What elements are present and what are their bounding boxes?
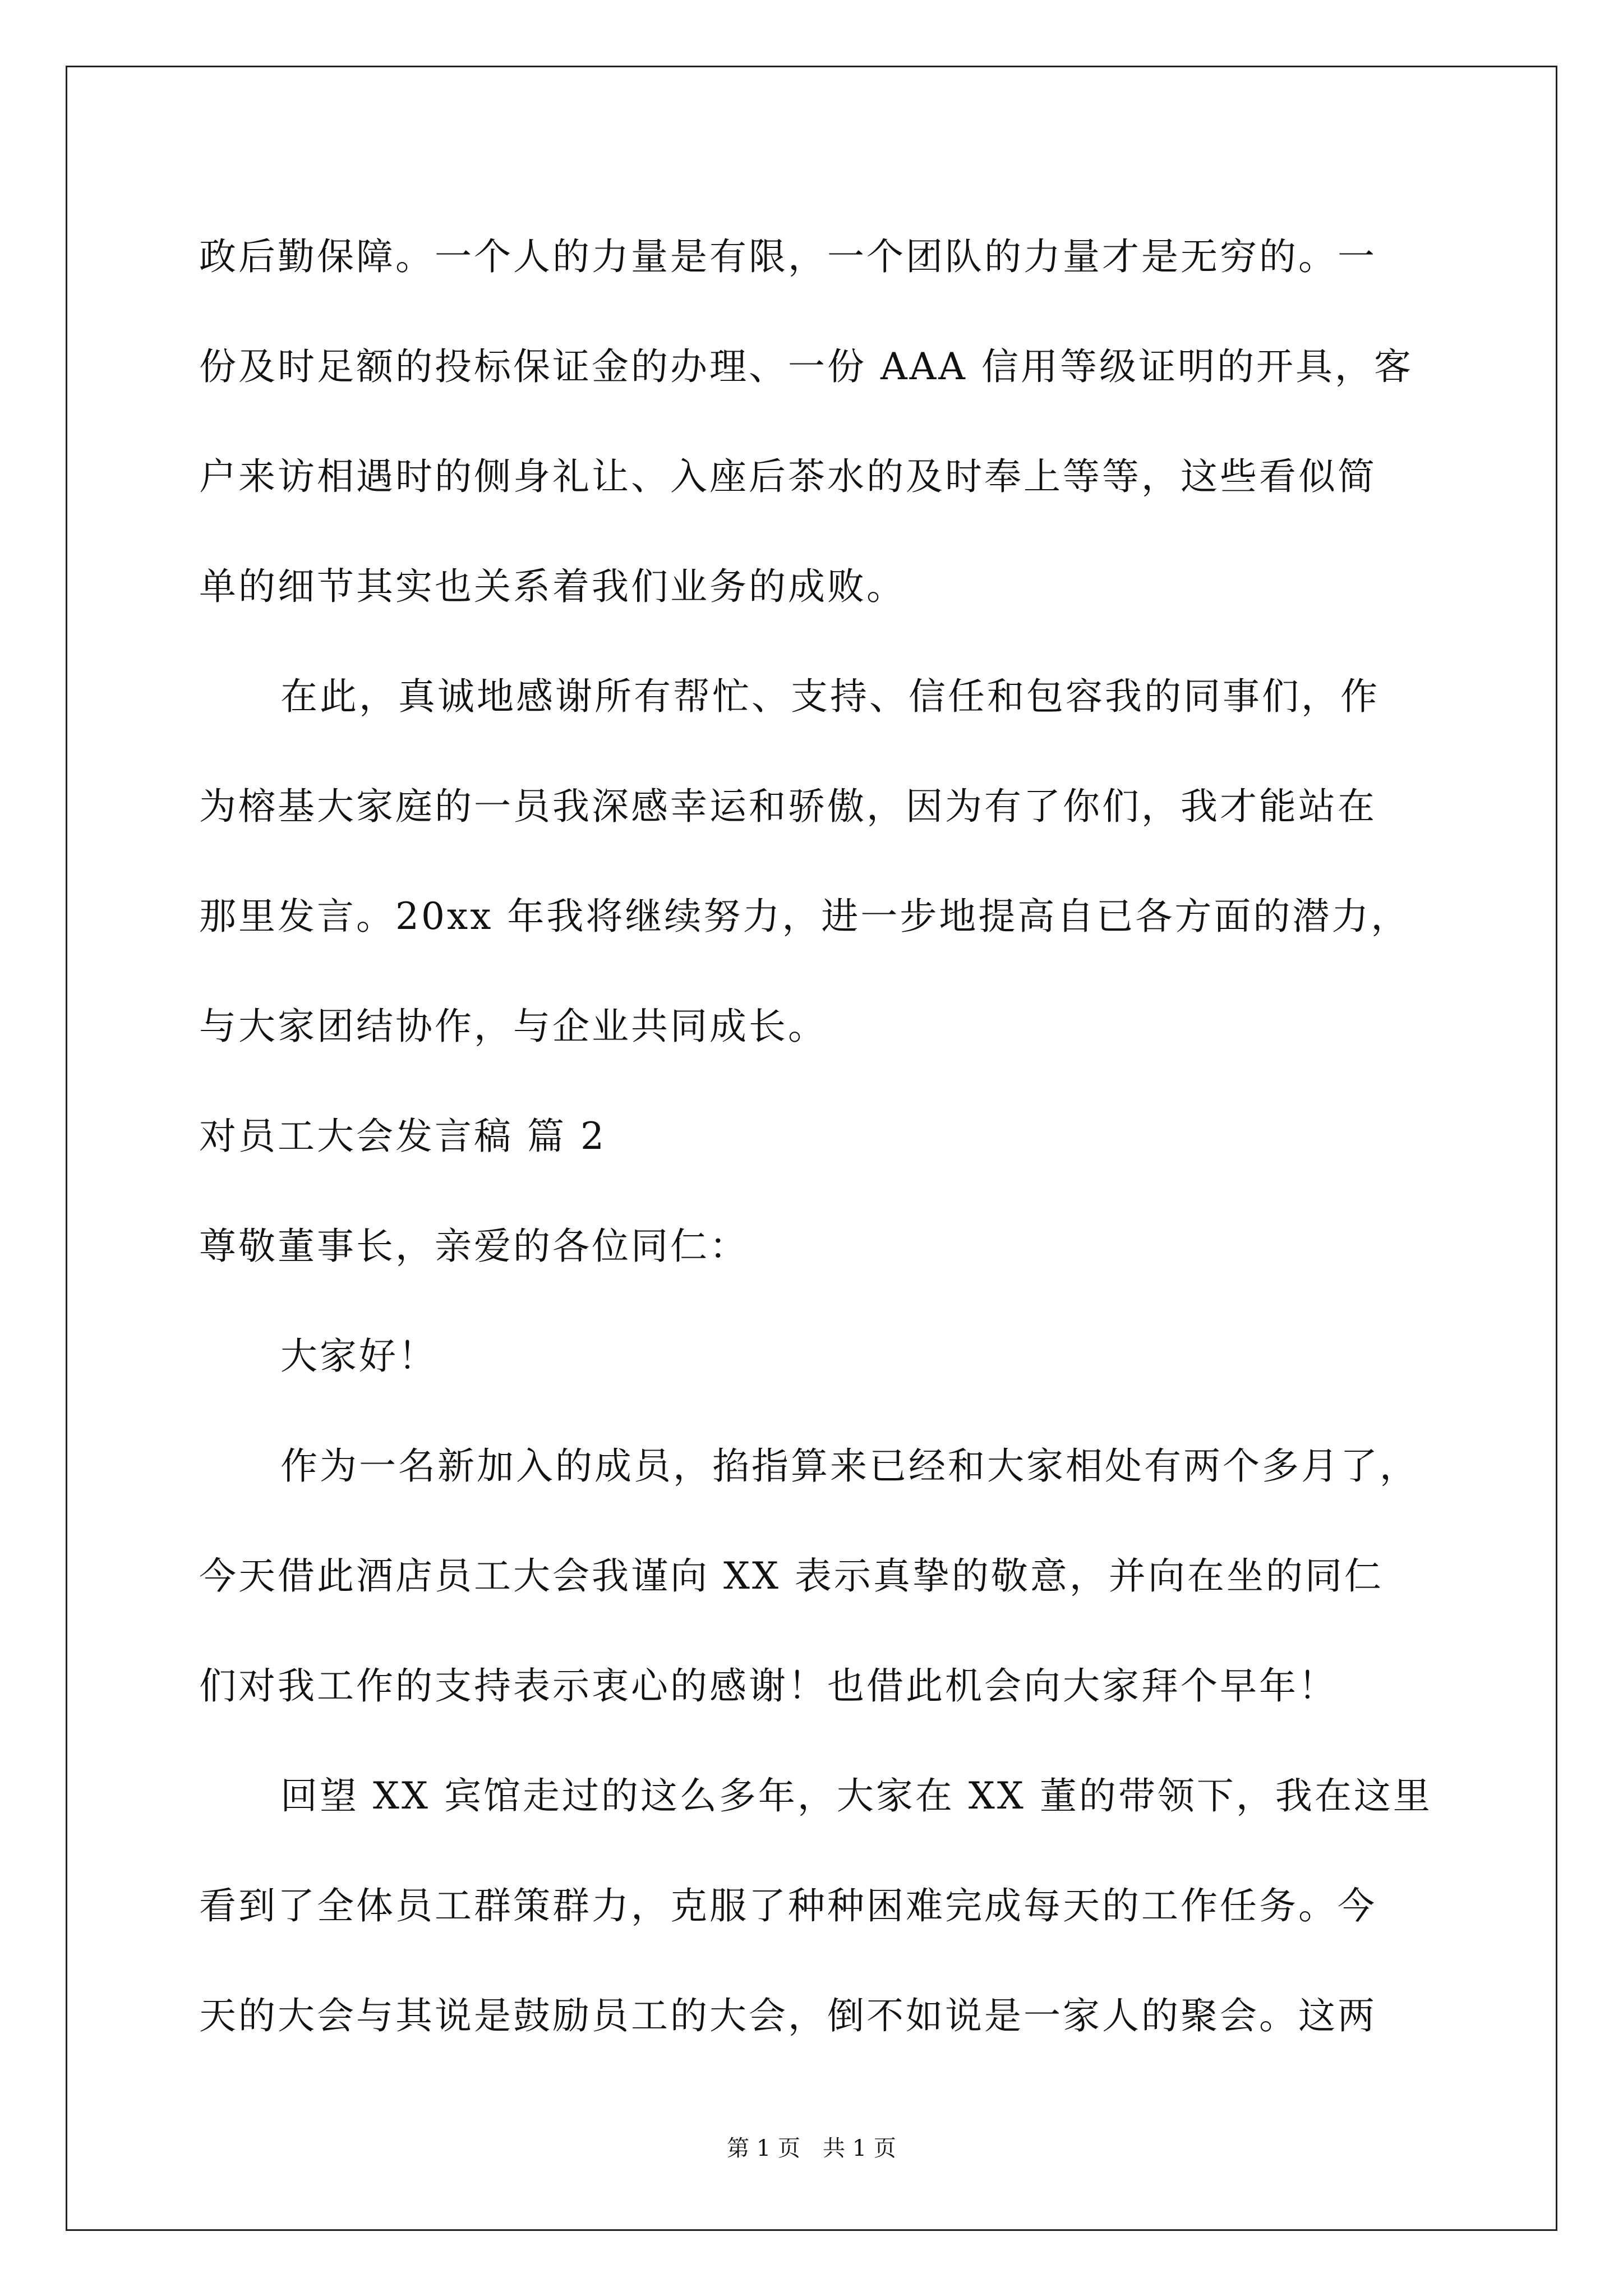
section-heading: 对员工大会发言稿 篇 2	[199, 1115, 606, 1158]
document-body	[199, 202, 1433, 2071]
paragraph-line: 作为一名新加入的成员，掐指算来已经和大家相处有两个多月了，	[280, 1444, 1419, 1488]
paragraph-line: 户来访相遇时的侧身礼让、入座后茶水的及时奉上等等，这些看似简	[199, 455, 1377, 498]
salutation: 尊敬董事长，亲爱的各位同仁：	[199, 1225, 749, 1268]
greeting: 大家好！	[280, 1335, 437, 1378]
paragraph-line: 看到了全体员工群策群力，克服了种种困难完成每天的工作任务。今	[199, 1884, 1377, 1927]
paragraph-line: 为榕基大家庭的一员我深感幸运和骄傲，因为有了你们，我才能站在	[199, 785, 1377, 828]
page-footer: 第 1 页 共 1 页	[727, 2136, 896, 2161]
paragraph-line: 们对我工作的支持表示衷心的感谢！也借此机会向大家拜个早年！	[199, 1664, 1338, 1708]
paragraph-line: 那里发言。20xx 年我将继续努力，进一步地提高自已各方面的潜力，	[199, 895, 1410, 938]
paragraph-line: 天的大会与其说是鼓励员工的大会，倒不如说是一家人的聚会。这两	[199, 1994, 1377, 2037]
paragraph-line: 回望 XX 宾馆走过的这么多年，大家在 XX 董的带领下，我在这里	[280, 1774, 1432, 1818]
paragraph-line: 今天借此酒店员工大会我谨向 XX 表示真挚的敬意，并向在坐的同仁	[199, 1554, 1384, 1598]
paragraph-line: 单的细节其实也关系着我们业务的成败。	[199, 565, 906, 608]
paragraph-line: 政后勤保障。一个人的力量是有限，一个团队的力量才是无穷的。一	[199, 235, 1377, 278]
paragraph-line: 与大家团结协作，与企业共同成长。	[199, 1005, 827, 1048]
paragraph-line: 在此，真诚地感谢所有帮忙、支持、信任和包容我的同事们，作	[280, 675, 1380, 718]
paragraph-line: 份及时足额的投标保证金的办理、一份 AAA 信用等级证明的开具，客	[199, 345, 1413, 388]
